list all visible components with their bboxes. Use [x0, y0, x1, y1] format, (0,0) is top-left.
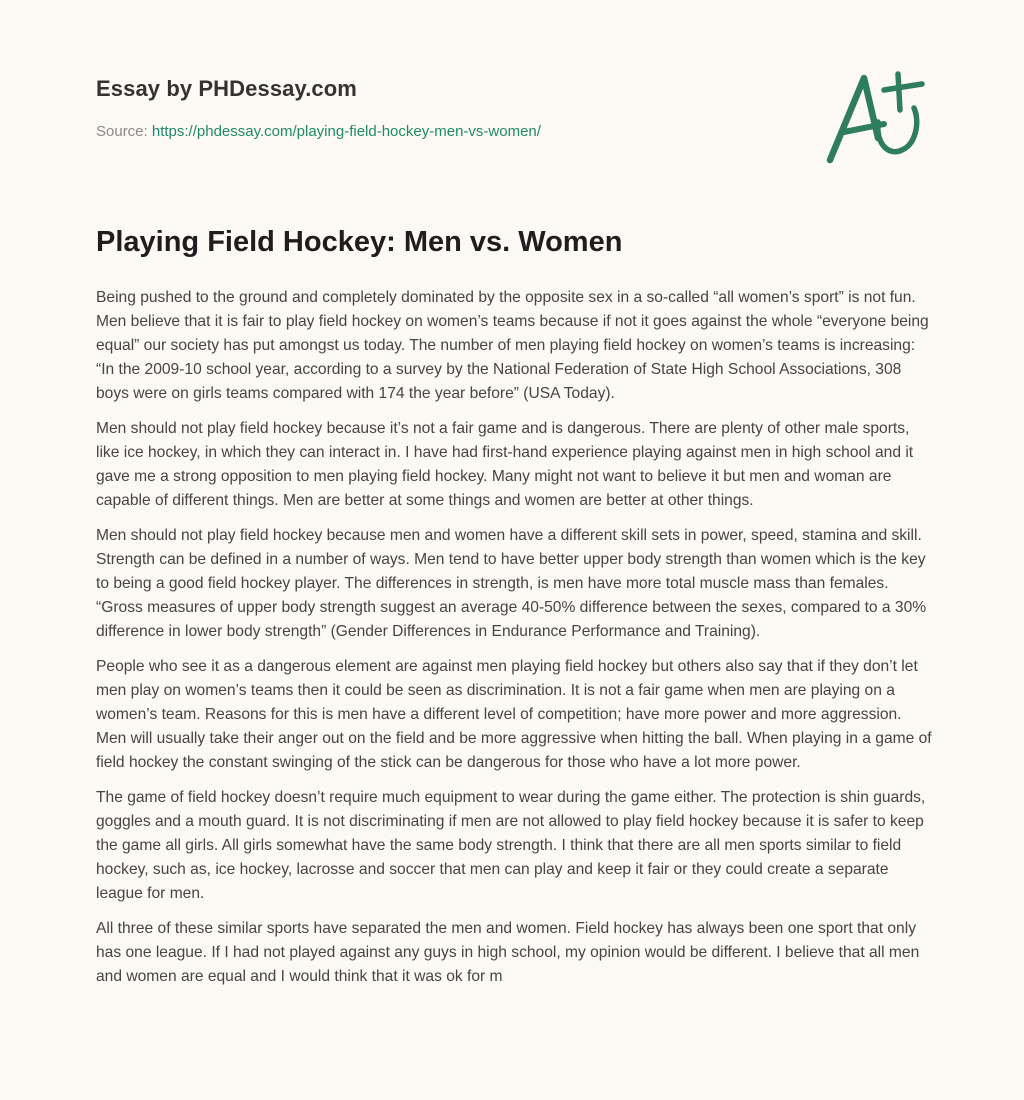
- essay-paragraph: Men should not play field hockey because it’s not a fair game and is dangerous. There are plenty of other male sports, like ice hockey, in which they can interact in. I have had first-hand experience playing against men in high school and it gave me a strong opposition to men playing field hockey. Many might not want to believe it but men and woman are capable of different things. Men are better at some things and women are better at other things.: [96, 420, 914, 509]
- site-title: Essay by PHDessay.com: [96, 76, 357, 101]
- source-line: [96, 123, 541, 140]
- essay-title: Playing Field Hockey: Men vs. Women: [96, 226, 623, 258]
- essay-paragraph: Men should not play field hockey because men and women have a different skill sets in power, speed, stamina and skill. Strength can be defined in a number of ways. Men tend to have better upper body strength than women which is the key to being a good field hockey player. The differences in strength, is men have more total muscle mass than females. “Gross measures of upper body strength suggest an average 40-50% difference between the sexes, compared to a 30% difference in lower body strength” (Gender Differences in Endurance Performance and Training).: [96, 527, 927, 640]
- a-plus-grade-icon: [818, 64, 930, 168]
- essay-paragraph: All three of these similar sports have separated the men and women. Field hockey has always been one sport that only has one league. If I had not played against any guys in high school, my opinion would be different. I believe that all men and women are equal and I would think that it was ok for m: [96, 920, 920, 985]
- source-label: Source:: [96, 123, 148, 140]
- essay-paragraph: The game of field hockey doesn’t require much equipment to wear during the game either. The protection is shin guards, goggles and a mouth guard. It is not discriminating if men are not allowed to play field hockey because it is safer to keep the game all girls. All girls somewhat have the same body strength. I think that there are all men sports similar to field hockey, such as, ice hockey, lacrosse and soccer that men can play and keep it fair or they could create a separate league for men.: [96, 789, 926, 902]
- essay-paragraph: People who see it as a dangerous element are against men playing field hockey but others also say that if they don’t let men play on women’s teams then it could be seen as discrimination. It is not a fair game when men are playing on a women’s team. Reasons for this is men have a different level of competition; have more power and more aggression. Men will usually take their anger out on the field and be more aggressive when hitting the ball. When playing in a game of field hockey the constant swinging of the stick can be dangerous for those who have a lot more power.: [96, 658, 932, 771]
- source-link[interactable]: https://phdessay.com/playing-field-hockey-men-vs-women/: [151, 123, 541, 140]
- essay-paragraph: Being pushed to the ground and completely dominated by the opposite sex in a so-called “all women’s sport” is not fun. Men believe that it is fair to play field hockey on women’s teams because if not it goes against the whole “everyone being equal” our society has put amongst us today. The number of men playing field hockey on women’s teams is increasing: “In the 2009-10 school year, according to a survey by the National Federation of State High School Associations, 308 boys were on girls teams compared with 174 the year before” (USA Today).: [96, 289, 929, 402]
- essay-body: [96, 286, 932, 1000]
